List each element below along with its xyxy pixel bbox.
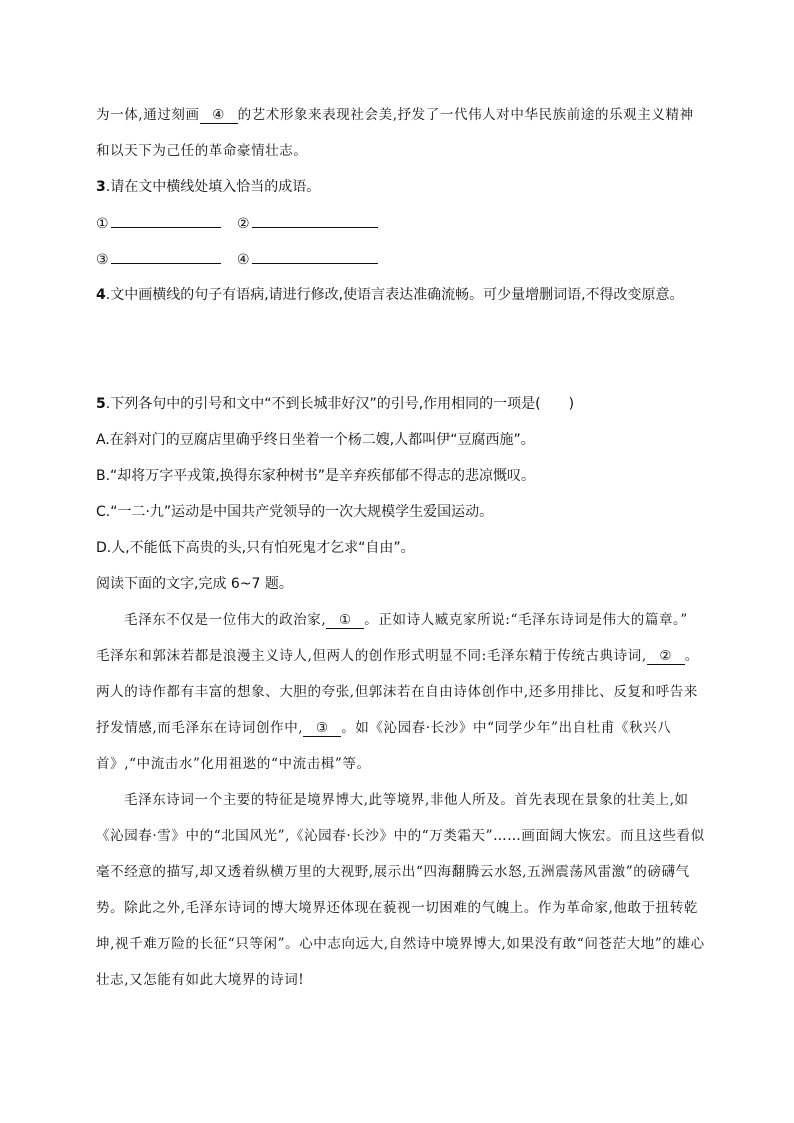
answer-blank[interactable] bbox=[252, 249, 378, 264]
question-4 bbox=[96, 285, 684, 305]
para1-line: 两人的诗作都有丰富的想象、大胆的夸张,但郭沫若在自由诗体创作中,还多用排比、反复和呼告来 bbox=[96, 684, 698, 700]
answer-blank[interactable] bbox=[111, 249, 221, 264]
text-span: 。 bbox=[684, 648, 699, 664]
answer-row-1 bbox=[96, 213, 378, 234]
question-text: .下列各句中的引号和文中“不到长城非好汉”的引号,作用相同的一项是( ) bbox=[105, 396, 575, 412]
para2-line: 壮志,又怎能有如此大境界的诗词! bbox=[96, 972, 305, 988]
passage-line: 和以天下为己任的革命豪情壮志。 bbox=[96, 143, 308, 159]
option-a[interactable]: A.在斜对门的豆腐店里确乎终日坐着一个杨二嫂,人都叫伊“豆腐西施”。 bbox=[96, 432, 535, 448]
answer-mark: ① bbox=[96, 216, 109, 232]
para2-line: 坤,视千难万险的长征“只等闲”。心中志向远大,自然诗中境界博大,如果没有敢“问苍茫大地”的雄心 bbox=[96, 936, 705, 952]
question-3 bbox=[96, 177, 320, 197]
text-span: 的艺术形象来表现社会美,抒发了一代伟人对中华民族前途的乐观主义精神 bbox=[237, 107, 694, 123]
text-span: 。如《沁园春·长沙》中“同学少年”出自杜甫《秋兴八 bbox=[341, 720, 672, 736]
para1-line: 首》,“中流击水”化用祖逖的“中流击楫”等。 bbox=[96, 756, 371, 772]
text-span: 毛泽东和郭沫若都是浪漫主义诗人,但两人的创作形式明显不同:毛泽东精于传统古典诗词, bbox=[96, 648, 647, 664]
question-text: .文中画横线的句子有语病,请进行修改,使语言表达准确流畅。可少量增删词语,不得改变原意。 bbox=[105, 287, 684, 303]
question-5 bbox=[96, 394, 574, 414]
para1-line bbox=[96, 718, 671, 738]
option-c[interactable]: C.“一二·九”运动是中国共产党领导的一次大规模学生爱国运动。 bbox=[96, 504, 494, 520]
text-span: 为一体,通过刻画 bbox=[96, 107, 200, 123]
answer-blank[interactable] bbox=[252, 213, 378, 228]
fill-blank: ② bbox=[647, 648, 685, 665]
option-b[interactable]: B.“却将万字平戎策,换得东家种树书”是辛弃疾郁郁不得志的悲凉慨叹。 bbox=[96, 468, 536, 484]
fill-blank: ① bbox=[326, 612, 364, 629]
question-number: 4 bbox=[96, 287, 106, 303]
answer-mark: ④ bbox=[237, 252, 250, 268]
answer-blank[interactable] bbox=[111, 213, 221, 228]
para2-line: 毛泽东诗词一个主要的特征是境界博大,此等境界,非他人所及。首先表现在景象的壮美上,如 bbox=[124, 792, 689, 808]
reading-instruction: 阅读下面的文字,完成 6~7 题。 bbox=[96, 576, 293, 592]
para2-line: 势。除此之外,毛泽东诗词的博大境界还体现在藐视一切困难的气魄上。作为革命家,他敢于扭转乾 bbox=[96, 900, 698, 916]
option-d[interactable]: D.人,不能低下高贵的头,只有怕死鬼才乞求“自由”。 bbox=[96, 540, 415, 556]
answer-mark: ② bbox=[237, 216, 250, 232]
text-span: 毛泽东不仅是一位伟大的政治家, bbox=[124, 612, 327, 628]
para1-line bbox=[96, 646, 699, 666]
passage-line bbox=[96, 105, 694, 125]
para2-line: 毫不经意的描写,却又透着纵横万里的大视野,展示出“四海翻腾云水怒,五洲震荡风雷激”的磅礴气 bbox=[96, 864, 690, 880]
text-span: 。正如诗人臧克家所说:“毛泽东诗词是伟大的篇章。” bbox=[364, 612, 688, 628]
answer-row-2 bbox=[96, 249, 378, 270]
question-number: 3 bbox=[96, 179, 106, 195]
para2-line: 《沁园春·雪》中的“北国风光”,《沁园春·长沙》中的“万类霜天”……画面阔大恢宏。而且这些看似 bbox=[96, 828, 705, 844]
question-text: .请在文中横线处填入恰当的成语。 bbox=[105, 179, 321, 195]
para1-line bbox=[124, 610, 688, 630]
question-number: 5 bbox=[96, 396, 106, 412]
fill-blank: ④ bbox=[200, 107, 238, 124]
text-span: 抒发情感,而毛泽东在诗词创作中, bbox=[96, 720, 304, 736]
answer-mark: ③ bbox=[96, 252, 109, 268]
fill-blank: ③ bbox=[303, 720, 341, 737]
